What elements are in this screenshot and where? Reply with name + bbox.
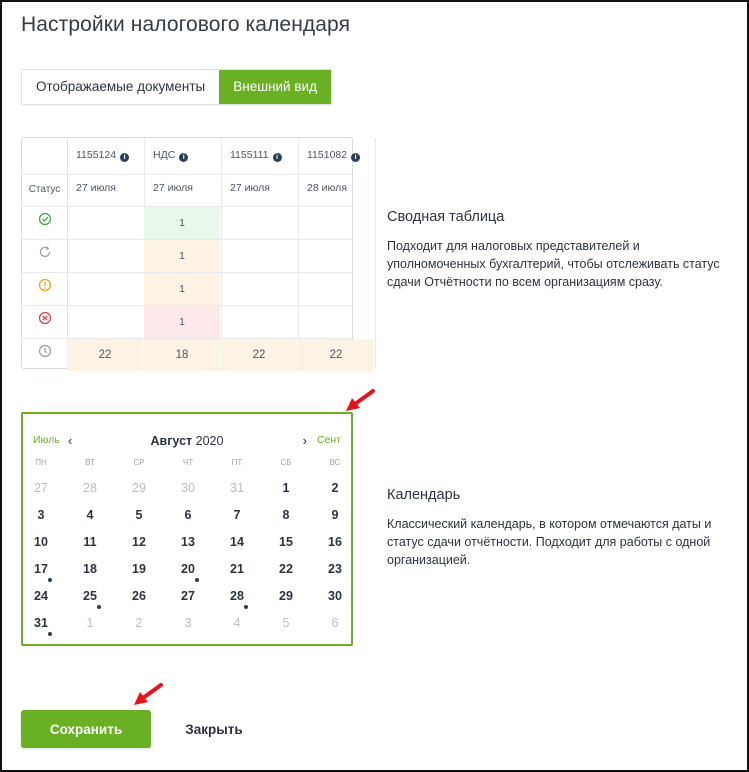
- weekday-label: ЧТ: [182, 458, 194, 467]
- table-cell: [221, 207, 297, 239]
- table-cell: [67, 207, 143, 239]
- table-cell: 1: [144, 240, 220, 272]
- calendar-day[interactable]: 30: [181, 481, 195, 495]
- weekday-label: ПТ: [231, 458, 243, 467]
- next-month-link[interactable]: Сент: [316, 434, 341, 446]
- deadline-dot: [195, 578, 199, 582]
- table-grid-line: [375, 138, 376, 368]
- summary-table-preview[interactable]: [21, 137, 357, 369]
- table-column-code: [76, 149, 129, 162]
- calendar-day[interactable]: 3: [37, 508, 45, 522]
- table-column-code: [307, 149, 360, 162]
- calendar-day[interactable]: 1: [86, 616, 94, 630]
- weekday-label: ВТ: [85, 458, 95, 467]
- month-name: Август: [150, 434, 193, 448]
- table-cell: [221, 273, 297, 305]
- info-icon[interactable]: i: [179, 153, 188, 162]
- table-cell: [298, 207, 374, 239]
- calendar-day[interactable]: 13: [181, 535, 195, 549]
- deadline-dot: [48, 578, 52, 582]
- calendar-day[interactable]: 27: [34, 481, 48, 495]
- calendar-day[interactable]: 6: [184, 508, 192, 522]
- calendar-day[interactable]: 18: [83, 562, 97, 576]
- summary-section-title: Сводная таблица: [387, 209, 505, 225]
- table-cell: 18: [144, 339, 220, 371]
- calendar-day[interactable]: 25: [83, 589, 97, 603]
- annotation-arrow-icon: [132, 682, 164, 708]
- table-cell: [67, 273, 143, 305]
- calendar-day[interactable]: 14: [230, 535, 244, 549]
- chevron-right-icon[interactable]: ›: [302, 433, 307, 448]
- calendar-day[interactable]: 29: [132, 481, 146, 495]
- weekday-label: ВС: [329, 458, 341, 467]
- info-icon[interactable]: i: [351, 153, 360, 162]
- table-column-date: 27 июля: [153, 182, 193, 194]
- prev-month-link[interactable]: Июль: [33, 434, 60, 446]
- calendar-preview[interactable]: [21, 412, 353, 646]
- table-cell: 1: [144, 306, 220, 338]
- calendar-day[interactable]: 16: [328, 535, 342, 549]
- table-cell: 1: [144, 273, 220, 305]
- calendar-day[interactable]: 3: [184, 616, 192, 630]
- table-column-date: 28 июля: [307, 182, 347, 194]
- deadline-dot: [48, 632, 52, 636]
- table-cell: [298, 306, 374, 338]
- calendar-day[interactable]: 21: [230, 562, 244, 576]
- calendar-section-text: Классический календарь, в котором отмечаются даты и статус сдачи отчётности. Подходит для работы с одной организацией.: [387, 517, 712, 567]
- calendar-day[interactable]: 27: [181, 589, 195, 603]
- table-cell: 22: [221, 339, 297, 371]
- page-title: Настройки налогового календаря: [21, 13, 351, 36]
- tab-appearance[interactable]: Внешний вид: [219, 70, 331, 104]
- table-cell: [298, 240, 374, 272]
- calendar-day[interactable]: 30: [328, 589, 342, 603]
- calendar-header: [23, 434, 351, 450]
- calendar-day[interactable]: 2: [331, 481, 339, 495]
- chevron-left-icon[interactable]: ‹: [68, 433, 73, 448]
- calendar-day[interactable]: 28: [83, 481, 97, 495]
- check-circle-icon: [38, 212, 52, 226]
- column-code-text: НДС: [153, 149, 176, 161]
- error-circle-icon: [38, 311, 52, 325]
- calendar-day[interactable]: 2: [135, 616, 143, 630]
- column-code-text: 1155124: [76, 149, 117, 161]
- calendar-day[interactable]: 8: [282, 508, 290, 522]
- table-column-date: 27 июля: [230, 182, 270, 194]
- weekday-label: СБ: [280, 458, 292, 467]
- calendar-day[interactable]: 4: [86, 508, 94, 522]
- column-code-text: 1151082: [307, 149, 348, 161]
- calendar-day[interactable]: 15: [279, 535, 293, 549]
- calendar-day[interactable]: 28: [230, 589, 244, 603]
- view-tabs: [21, 69, 332, 105]
- calendar-day[interactable]: 5: [135, 508, 143, 522]
- calendar-day[interactable]: 1: [282, 481, 290, 495]
- calendar-day[interactable]: 9: [331, 508, 339, 522]
- table-cell: [221, 240, 297, 272]
- calendar-day[interactable]: 23: [328, 562, 342, 576]
- calendar-day[interactable]: 24: [34, 589, 48, 603]
- table-cell: [67, 306, 143, 338]
- save-button[interactable]: Сохранить: [21, 710, 151, 748]
- tab-displayed-documents[interactable]: Отображаемые документы: [36, 79, 206, 94]
- calendar-day[interactable]: 17: [34, 562, 48, 576]
- calendar-section-title: Календарь: [387, 487, 461, 503]
- calendar-day[interactable]: 26: [132, 589, 146, 603]
- status-header: Статус: [28, 184, 61, 195]
- calendar-day[interactable]: 20: [181, 562, 195, 576]
- calendar-day[interactable]: 5: [282, 616, 290, 630]
- table-column-code: [230, 149, 282, 162]
- info-icon[interactable]: i: [273, 153, 282, 162]
- calendar-day[interactable]: 11: [83, 535, 97, 549]
- annotation-arrow-icon: [344, 388, 376, 414]
- refresh-icon: [38, 245, 52, 259]
- info-icon[interactable]: i: [120, 153, 129, 162]
- weekday-label: СР: [133, 458, 145, 467]
- warning-circle-icon: [38, 278, 52, 292]
- column-code-text: 1155111: [230, 149, 269, 161]
- calendar-day[interactable]: 12: [132, 535, 146, 549]
- table-cell: [298, 273, 374, 305]
- table-column-date: 27 июля: [76, 182, 116, 194]
- calendar-day[interactable]: 10: [34, 535, 48, 549]
- calendar-day[interactable]: 29: [279, 589, 293, 603]
- close-button[interactable]: Закрыть: [170, 710, 258, 748]
- year: 2020: [195, 434, 224, 448]
- weekday-label: ПН: [35, 458, 47, 467]
- calendar-day[interactable]: 4: [233, 616, 241, 630]
- table-cell: [221, 306, 297, 338]
- calendar-day[interactable]: 31: [230, 481, 244, 495]
- deadline-dot: [244, 605, 248, 609]
- table-cell: [67, 240, 143, 272]
- clock-icon: [38, 344, 52, 358]
- calendar-day[interactable]: 19: [132, 562, 146, 576]
- calendar-day[interactable]: 31: [34, 616, 48, 630]
- table-grid-line: [22, 174, 352, 175]
- table-cell: 1: [144, 207, 220, 239]
- table-cell: 22: [67, 339, 143, 371]
- calendar-day[interactable]: 22: [279, 562, 293, 576]
- calendar-day[interactable]: 6: [331, 616, 339, 630]
- table-column-code: [153, 149, 188, 162]
- summary-section-text: Подходит для налоговых представителей и уполномоченных бухгалтерий, чтобы отслеживать статус сдачи Отчётности по всем организациям сразу.: [387, 239, 720, 289]
- deadline-dot: [97, 605, 101, 609]
- calendar-day[interactable]: 7: [233, 508, 241, 522]
- table-cell: 22: [298, 339, 374, 371]
